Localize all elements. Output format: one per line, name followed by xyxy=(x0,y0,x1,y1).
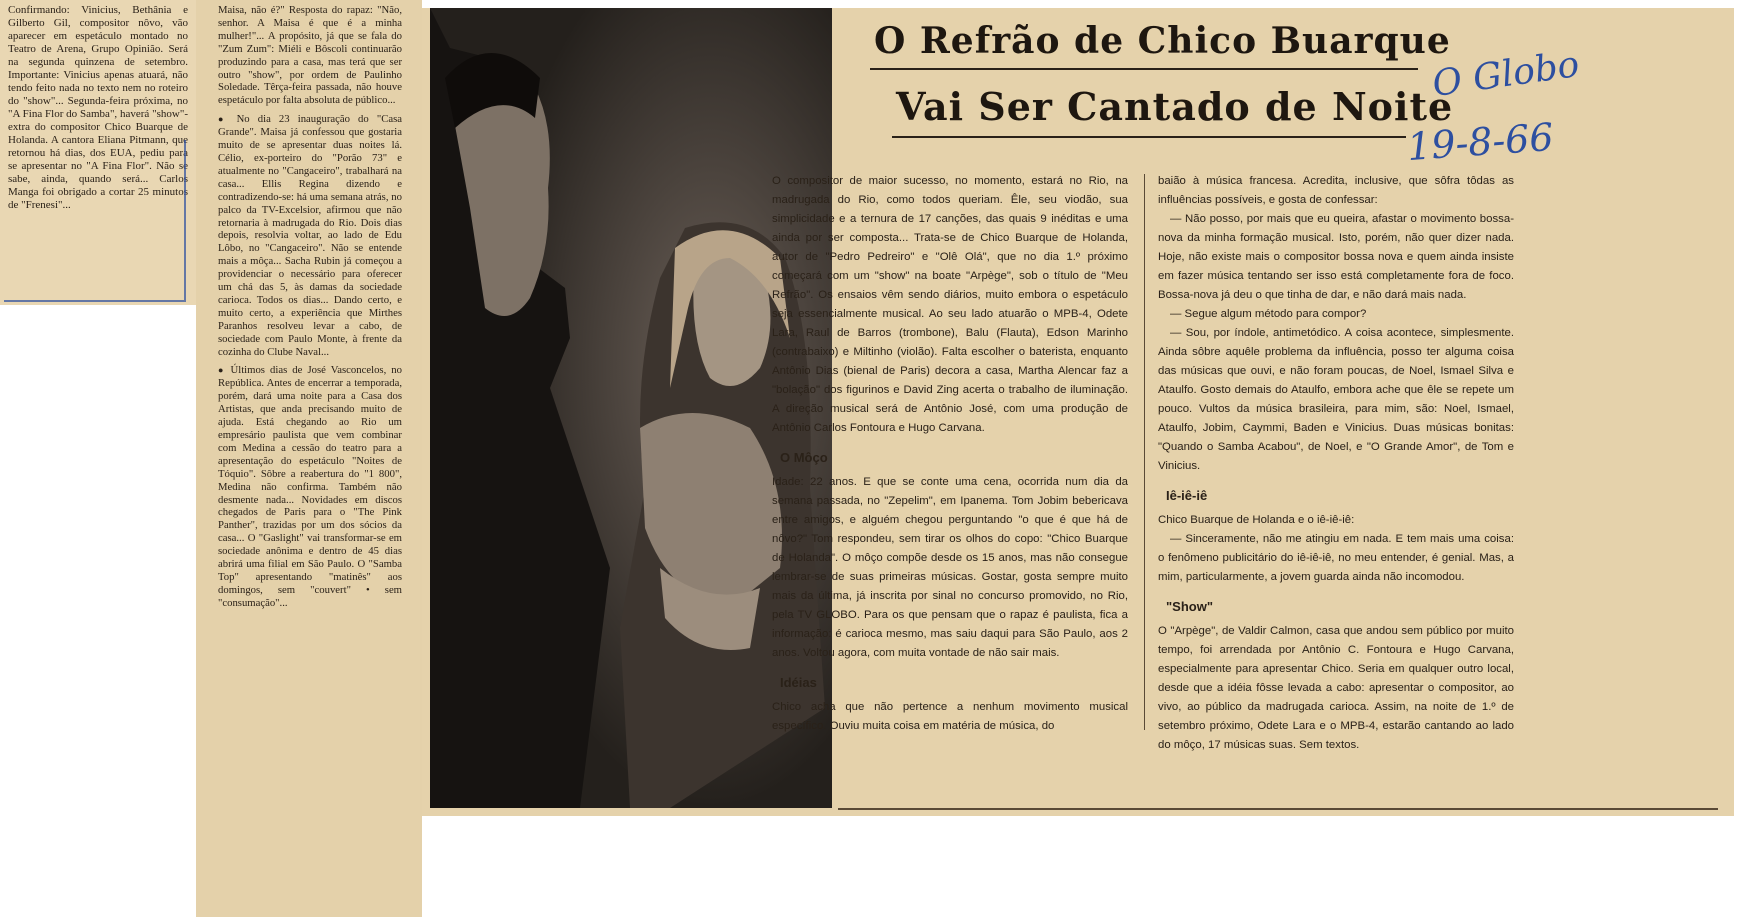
article-text: — Sou, por índole, antimetódico. A coisa acontece, simplesmente. Ainda sôbre aquêle problema da influência, posso ter alguma coisa das músicas que ouvi, e não foram poucas, de Noel, Ismael Silva e Ataulfo. Gosto demais do Ataulfo, embora ache que êle se repete um pouco. Vultos da música brasileira, para mim, são: Noel, Ismael, Ataulfo, Jobim, Caymmi, Baden e Vinicius. Duas músicas bonitas: "Quando o Samba Acabou", de Noel, e "O Grande Amor", de Tom e Vinicius. xyxy=(1158,327,1514,472)
handwritten-date: 19-8-66 xyxy=(1405,114,1555,170)
headline-underline-1 xyxy=(870,68,1418,70)
bottom-rule xyxy=(838,808,1718,810)
headline-underline-2 xyxy=(892,136,1406,138)
article-text: Chico acha que não pertence a nenhum movimento musical específico. Ouviu muita coisa em matéria de música, do xyxy=(772,701,1128,732)
subhead-show: "Show" xyxy=(1166,599,1213,614)
article-text: O "Arpège", de Valdir Calmon, casa que andou sem público por muito tempo, foi arrendada por Antônio C. Fontoura e Hugo Carvana, especialmente para apresentar Chico. Seria em qualquer outro local, desde que a idéia fôsse levada a cabo: apresentar o compositor, ao vivo, ao público da madrugada carioca. Assim, na noite de 1.º de setembro próximo, Odete Lara e o MPB-4, estarão cantando ao lado do môço, 17 músicas suas. Sem textos. xyxy=(1158,625,1514,751)
headline-line-1: O Refrão de Chico Buarque xyxy=(874,20,1451,62)
column-rule xyxy=(1144,174,1145,730)
main-clipping xyxy=(422,8,1734,816)
article-text: — Não posso, por mais que eu queira, afastar o movimento bossa-nova da minha formação musical. Isto, porém, não quer dizer nada. Hoje, não existe mais o compositor bossa nova e quem ainda insiste em fazer música tentando ser isso está completamente fora de foco. Bossa-nova já deu o que tinha de dar, e não dará mais nada. xyxy=(1158,213,1514,301)
subhead-ideias: Idéias xyxy=(780,675,817,690)
pen-bracket xyxy=(4,140,186,302)
article-text: — Segue algum método para compor? xyxy=(1170,308,1367,320)
left-column-paragraph: Confirmando: Vinicius, Bethânia e Gilberto Gil, compositor nôvo, vão aparecer em espetáculo montado no Teatro de Arena, Grupo Opinião. Será na segunda quinzena de setembro. Importante: Vinicius apenas atuará, não tendo feito nada no texto nem no roteiro do "show"... Segunda-feira próxima, no "A Fina Flor do Samba", haverá "show"-extra do compositor Chico Buarque de Holanda. A cantora Eliana Pitmann, que retornou há dias, dos EUA, pediu para se apresentar no "A Fina Flor". Não se sabe, ainda, quando será... Carlos Manga foi obrigado a cortar 25 minutos de "Frenesi"... xyxy=(8,4,188,211)
headline-line-2: Vai Ser Cantado de Noite xyxy=(896,84,1454,129)
middle-column-paragraph: ● No dia 23 inauguração do "Casa Grande". Maisa já confessou que gostaria muito de se apresentar duas noites lá. Célio, ex-porteiro do "Porão 73" e atualmente no "Cangaceiro", trabalhará na casa... Ellis Regina dizendo e contradizendo-se: há uma semana atrás, no palco da TV-Excelsior, afirmou que não retornaria à madrugada do Rio. Dois dias depois, resolvia voltar, ao lado de Edu Lôbo, no "Cangaceiro". Não se entende mais a môça... Sacha Rubin já começou a providenciar o necessário para oferecer um chá das 5, às damas da sociedade carioca. Todos os dias... Dando certo, e muito certo, a experiência que Mirthes Paranhos resolveu levar a cabo, de sociedade com Paulo Monte, à frente da cozinha do Clube Naval... xyxy=(218,113,402,358)
middle-column-paragraph: ● Últimos dias de José Vasconcelos, no República. Antes de encerrar a temporada, porém, dará uma noite para a Casa dos Artistas, que anda precisando muito de ajuda. Está chegando ao Rio um empresário paulista que vem combinar com Medina a cessão do teatro para a apresentação do espetáculo "Noites de Tóquio". Sôbre a reabertura do "1 800", Medina não confirma. Também não desmente nada... Novidades em discos chegados de Paris para o "The Pink Panther", trazidas por um dos sócios da casa... O "Gaslight" vai transformar-se em sociedade anônima e dentro de 45 dias abrirá uma filial em São Paulo. O "Samba Top" apresentando "matinês" aos domingos, sem "couvert" • sem "consumação"... xyxy=(218,364,402,609)
middle-clipping xyxy=(196,0,422,917)
article-intro: O compositor de maior sucesso, no momento, estará no Rio, na madrugada do Rio, como todos queriam. Êle, seu viodão, sua simplicidade e a ternura de 17 canções, das quais 9 inéditas e uma ainda por ser composta... Trata-se de Chico Buarque de Holanda, autor de "Pedro Pedreiro" e "Olê Olá", que no dia 1.º próximo começará com um "show" na boate "Arpège", sob o título de "Meu Refrão". Os ensaios vêm sendo diários, muito embora o espetáculo seja essencialmente musical. Ao seu lado atuarão o MPB-4, Odete Lara, Raul de Barros (trombone), Balu (Flauta), Edson Marinho (contrabaixo) e Miltinho (violão). Falta escolher o baterista, enquanto Antônio Dias (bienal de Paris) decora a casa, Martha Alencar faz a "bolação" dos figurinos e David Zing acerta o trabalho de iluminação. A direção musical será de Antônio José, com uma produção de Antônio Carlos Fontoura e Hugo Carvana. xyxy=(772,175,1128,434)
subhead-moco: O Môço xyxy=(780,450,828,465)
article-text: — Sinceramente, não me atingiu em nada. E tem mais uma coisa: o fenômeno publicitário do iê-iê-iê, no meu entender, é genial. Mas, a mim, particularmente, a jovem guarda ainda não incomodou. xyxy=(1158,533,1514,583)
handwritten-source: O Globo xyxy=(1429,43,1582,106)
article-text: Idade: 22 anos. E que se conte uma cena, ocorrida num dia da semana passada, no "Zepelim", em Ipanema. Tom Jobim bebericava entre amigos, e alguém chegou perguntando "o que é que há de nôvo?" Tom respondeu, sem tirar os olhos do copo: "Chico Buarque de Holanda". O môço compõe desde os 15 anos, mas não consegue lembrar-se de suas primeiras músicas. Gostar, gosta sempre muito mais da última, já inscrita por sinal no concurso promovido, no Rio, pela TV GLOBO. Para os que pensam que o rapaz é paulista, fica a informação: é carioca mesmo, mas saiu daqui para São Paulo, aos 2 anos. Voltou agora, com muita vontade de não sair mais. xyxy=(772,476,1128,659)
left-clipping xyxy=(0,0,196,305)
subhead-ieieie: Iê-iê-iê xyxy=(1166,488,1208,503)
middle-column-paragraph: Maisa, não é?" Resposta do rapaz: "Não, senhor. A Maisa é que é a minha mulher!"... A propósito, já que se fala do "Zum Zum": Miéli e Bôscoli continuarão produzindo para a casa, mas terá que ser outro "show", por ordem de Paulinho Soledade. Têrça-feira passada, não houve espetáculo por falta absoluta de público... xyxy=(218,4,402,107)
middle-column-text xyxy=(218,4,402,616)
article-text: Chico Buarque de Holanda e o iê-iê-iê: xyxy=(1158,514,1355,526)
article-column-1 xyxy=(772,172,1128,736)
article-text: baião à música francesa. Acredita, inclusive, que sôfra tôdas as influências possíveis, e gosta de confessar: xyxy=(1158,175,1514,206)
article-column-2 xyxy=(1158,172,1514,755)
